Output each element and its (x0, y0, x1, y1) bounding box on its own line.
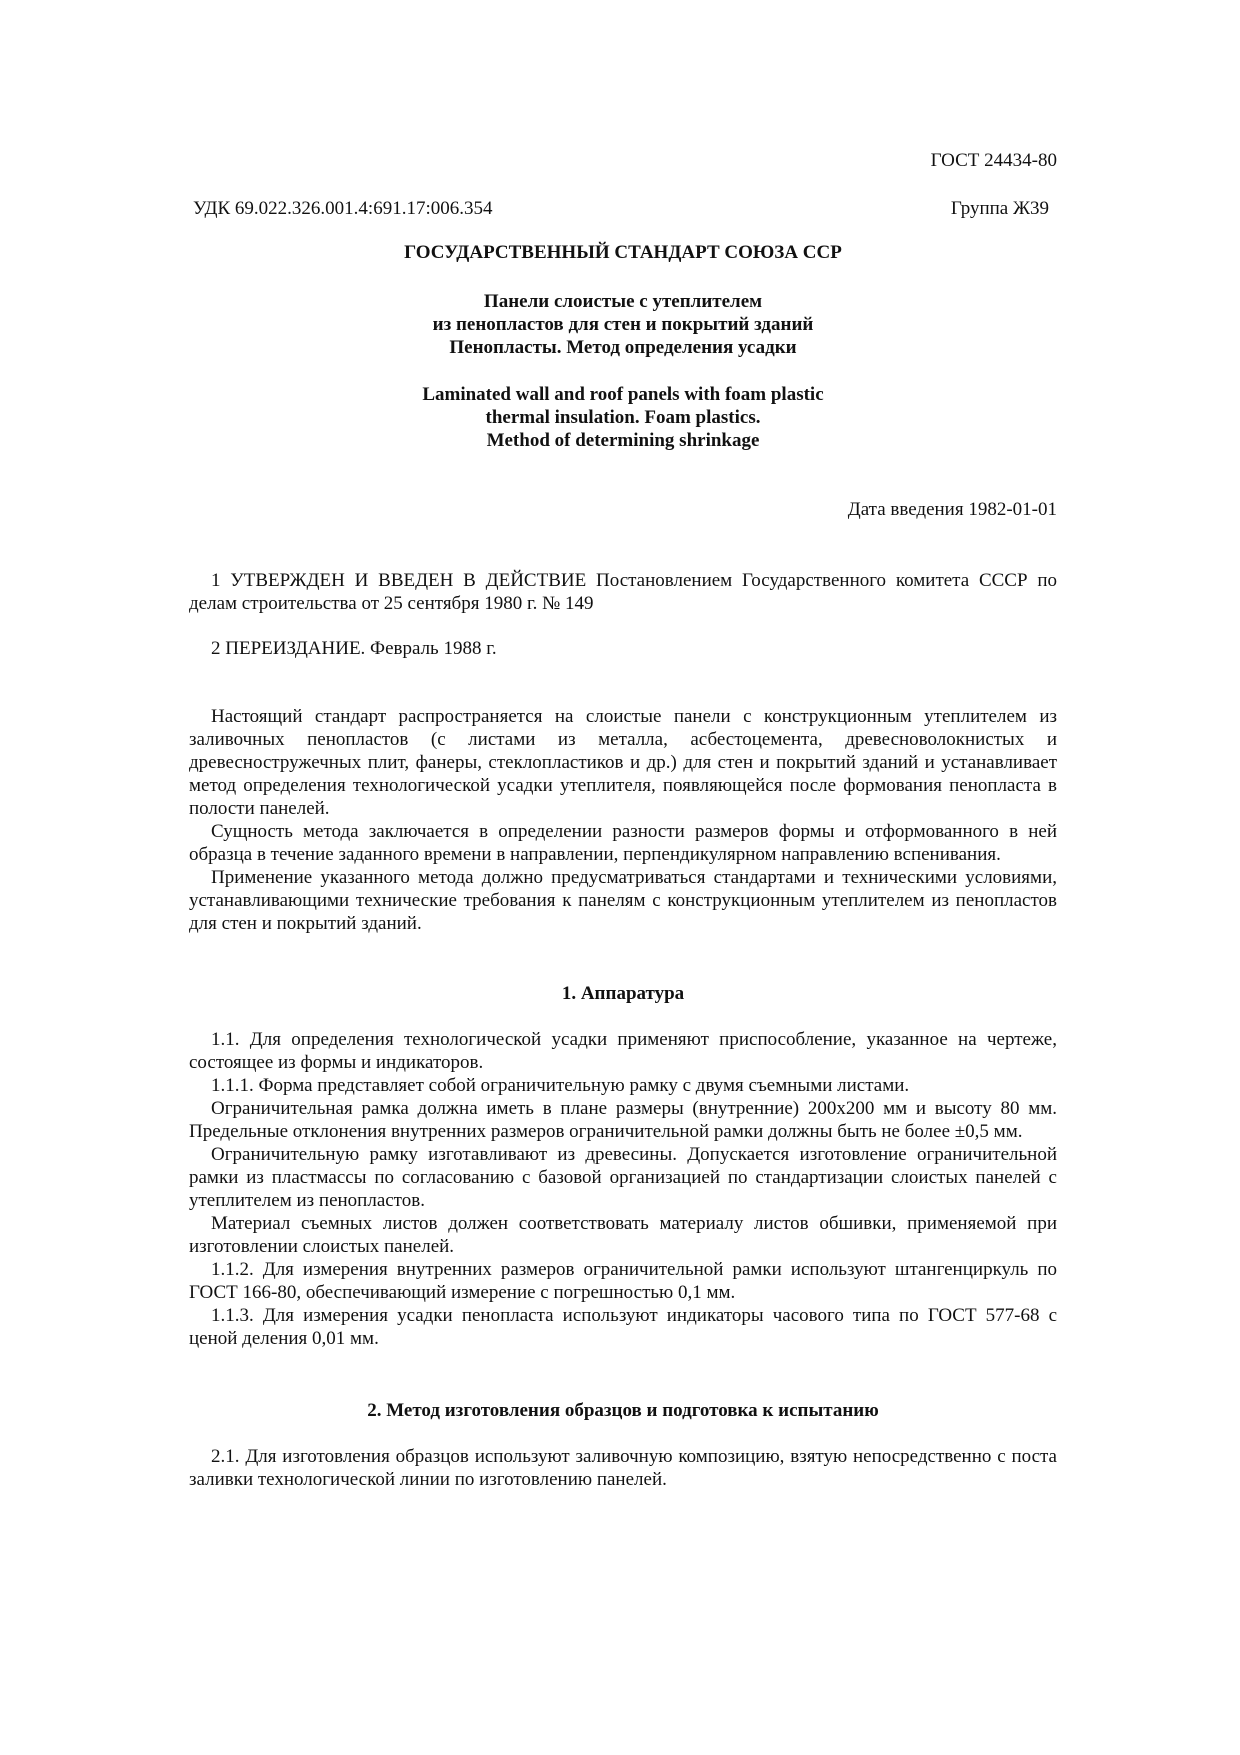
reissue-block (189, 637, 1057, 660)
section-2-paragraph: 2.1. Для изготовления образцов используют заливочную композицию, взятую непосредственно с поста заливки технологической линии по изготовлению панелей. (189, 1446, 1057, 1490)
intro-paragraph-1: Настоящий стандарт распространяется на слоистые панели с конструкционным утеплителем из заливочных пенопластов (с листами из металла, асбестоцемента, древесноволокнистых и древесностружечных плит, фанеры, стеклопластиков и др.) для стен и покрытий зданий и устанавливает метод определения технологической усадки утеплителя, появляющейся после формования пенопласта в полости панелей. (189, 706, 1057, 819)
title-en-line-1: Laminated wall and roof panels with foam plastic (422, 384, 824, 405)
section-1 (189, 982, 1057, 1350)
section-2-heading: 2. Метод изготовления образцов и подготовка к испытанию (367, 1400, 879, 1421)
section-1-paragraph: Ограничительная рамка должна иметь в плане размеры (внутренние) 200х200 мм и высоту 80 мм. Предельные отклонения внутренних размеров ограничительной рамки должны быть не более ±0,5 мм. (189, 1098, 1057, 1142)
standard-title: ГОСУДАРСТВЕННЫЙ СТАНДАРТ СОЮЗА ССР (404, 242, 842, 263)
title-ru-line-3: Пенопласты. Метод определения усадки (449, 337, 797, 358)
intro-block (189, 705, 1057, 935)
udk-code: УДК 69.022.326.001.4:691.17:006.354 (193, 198, 493, 219)
section-1-paragraph: Материал съемных листов должен соответствовать материалу листов обшивки, применяемой при изготовлении слоистых панелей. (189, 1213, 1057, 1257)
title-en-line-2: thermal insulation. Foam plastics. (485, 407, 761, 428)
title-ru-line-2: из пенопластов для стен и покрытий зданий (432, 314, 814, 335)
section-1-paragraph: Ограничительную рамку изготавливают из древесины. Допускается изготовление ограничительной рамки из пластмассы по согласованию с базовой организацией по стандартизации слоистых панелей с утеплителем из пенопластов. (189, 1144, 1057, 1211)
group-code: Группа Ж39 (950, 198, 1049, 219)
title-ru-line-1: Панели слоистые с утеплителем (483, 291, 763, 312)
gost-number: ГОСТ 24434-80 (930, 150, 1057, 171)
approval-item-2: 2 ПЕРЕИЗДАНИЕ. Февраль 1988 г. (211, 638, 497, 659)
section-1-paragraph: 1.1.2. Для измерения внутренних размеров ограничительной рамки используют штангенциркуль по ГОСТ 166-80, обеспечивающий измерение с погрешностью 0,1 мм. (189, 1259, 1057, 1303)
section-2 (189, 1399, 1057, 1491)
date-introduced: Дата введения 1982-01-01 (847, 499, 1057, 520)
section-1-heading: 1. Аппаратура (561, 983, 685, 1004)
approval-item-1: 1 УТВЕРЖДЕН И ВВЕДЕН В ДЕЙСТВИЕ Постановлением Государственного комитета СССР по делам строительства от 25 сентября 1980 г. № 149 (189, 570, 1057, 614)
section-1-paragraph: 1.1.1. Форма представляет собой ограничительную рамку с двумя съемными листами. (211, 1075, 910, 1096)
title-en-line-3: Method of determining shrinkage (486, 430, 760, 451)
section-1-paragraph: 1.1. Для определения технологической усадки применяют приспособление, указанное на чертеже, состоящее из формы и индикаторов. (189, 1029, 1057, 1073)
intro-paragraph-2: Сущность метода заключается в определении разности размеров формы и отформованного в ней образца в течение заданного времени в направлении, перпендикулярном направлению вспенивания. (189, 821, 1057, 865)
section-1-paragraph: 1.1.3. Для измерения усадки пенопласта используют индикаторы часового типа по ГОСТ 577-68 с ценой деления 0,01 мм. (189, 1305, 1057, 1349)
intro-paragraph-3: Применение указанного метода должно предусматриваться стандартами и техническими условиями, устанавливающими технические требования к панелям с конструкционным утеплителем из пенопластов для стен и покрытий зданий. (189, 867, 1057, 934)
approval-block (189, 569, 1057, 615)
